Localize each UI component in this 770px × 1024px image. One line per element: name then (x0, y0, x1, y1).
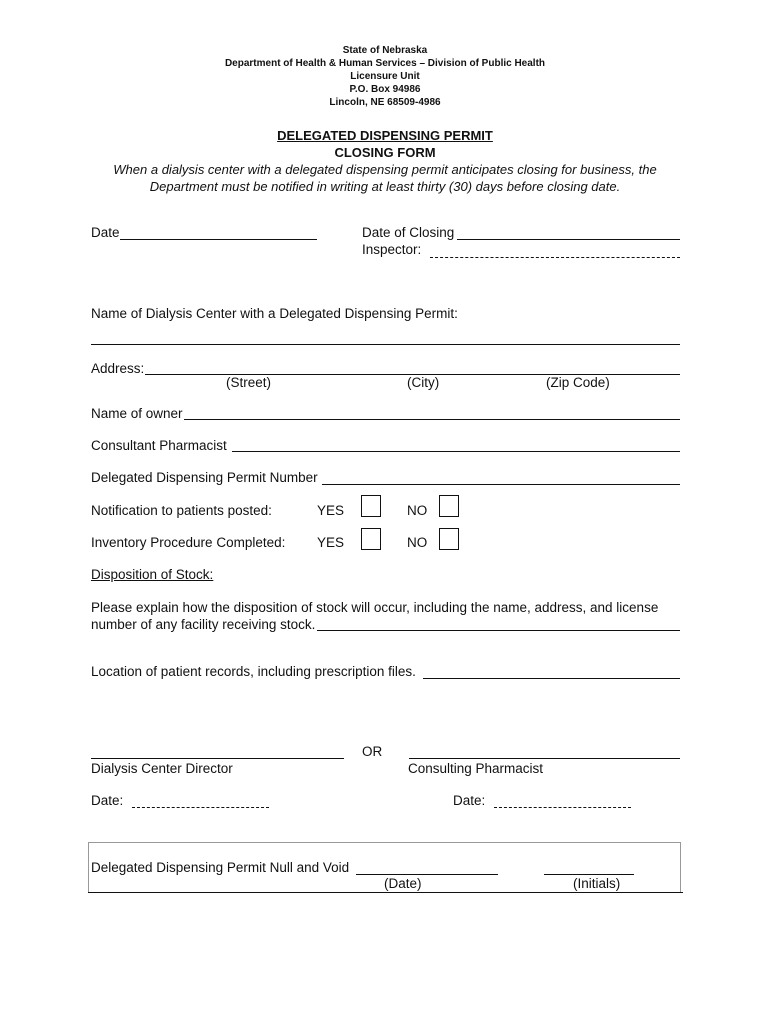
pharmacist-date-label: Date: (453, 793, 486, 808)
inspector-label: Inspector: (362, 242, 422, 257)
inventory-yes-label: YES (317, 535, 345, 550)
inventory-no-checkbox[interactable] (439, 528, 459, 550)
null-void-initials-caption: (Initials) (573, 876, 621, 891)
notification-no-checkbox[interactable] (439, 495, 459, 517)
office-use-box-bottom-rule (88, 892, 683, 893)
consultant-label: Consultant Pharmacist (91, 438, 227, 453)
center-name-label: Name of Dialysis Center with a Delegated Dispensing Permit: (91, 306, 458, 321)
permit-number-field[interactable] (322, 484, 680, 485)
zip-caption: (Zip Code) (546, 375, 610, 390)
owner-label: Name of owner (91, 406, 183, 421)
inventory-no-label: NO (407, 535, 428, 550)
date-of-closing-field[interactable] (457, 239, 680, 240)
notification-yes-checkbox[interactable] (361, 495, 381, 517)
date-of-closing-label: Date of Closing (362, 225, 455, 240)
notification-no-label: NO (407, 503, 428, 518)
null-void-label: Delegated Dispensing Permit Null and Void (91, 860, 350, 875)
consultant-field[interactable] (232, 451, 680, 452)
pharmacist-signature-field[interactable] (409, 758, 680, 759)
notification-yes-label: YES (317, 503, 345, 518)
agency-unit: Licensure Unit (350, 71, 420, 82)
date-field[interactable] (120, 239, 317, 240)
agency-city: Lincoln, NE 68509-4986 (329, 97, 441, 108)
records-label: Location of patient records, including prescription files. (91, 664, 416, 679)
inspector-field[interactable] (430, 257, 680, 258)
director-label: Dialysis Center Director (91, 761, 233, 776)
owner-field[interactable] (184, 419, 680, 420)
director-date-field[interactable] (132, 807, 269, 808)
intro-line-2: Department must be notified in writing at least thirty (30) days before closing date. (149, 179, 621, 194)
records-field[interactable] (423, 678, 680, 679)
null-void-initials-field[interactable] (544, 874, 634, 875)
form-title: DELEGATED DISPENSING PERMIT (277, 128, 493, 143)
disposition-field[interactable] (317, 630, 680, 631)
street-caption: (Street) (226, 375, 272, 390)
inventory-yes-checkbox[interactable] (361, 528, 381, 550)
agency-po-box: P.O. Box 94986 (349, 84, 421, 95)
inventory-label: Inventory Procedure Completed: (91, 535, 286, 550)
disposition-heading: Disposition of Stock: (91, 567, 214, 582)
director-signature-field[interactable] (91, 758, 344, 759)
address-label: Address: (91, 361, 145, 376)
center-name-field[interactable] (91, 344, 680, 345)
agency-state: State of Nebraska (342, 45, 428, 56)
null-void-date-caption: (Date) (384, 876, 422, 891)
or-label: OR (362, 744, 383, 759)
pharmacist-date-field[interactable] (494, 807, 631, 808)
intro-line-1: When a dialysis center with a delegated dispensing permit anticipates closing for business, the (113, 162, 657, 177)
form-subtitle: CLOSING FORM (334, 145, 436, 160)
disposition-explain-line-1: Please explain how the disposition of stock will occur, including the name, address, and license (91, 600, 659, 615)
agency-department: Department of Health & Human Services – Division of Public Health (224, 58, 546, 69)
null-void-date-field[interactable] (356, 874, 498, 875)
pharmacist-label: Consulting Pharmacist (408, 761, 544, 776)
date-label: Date (91, 225, 120, 240)
permit-number-label: Delegated Dispensing Permit Number (91, 470, 318, 485)
notification-label: Notification to patients posted: (91, 503, 272, 518)
city-caption: (City) (407, 375, 440, 390)
disposition-explain-line-2: number of any facility receiving stock. (91, 617, 316, 632)
director-date-label: Date: (91, 793, 124, 808)
